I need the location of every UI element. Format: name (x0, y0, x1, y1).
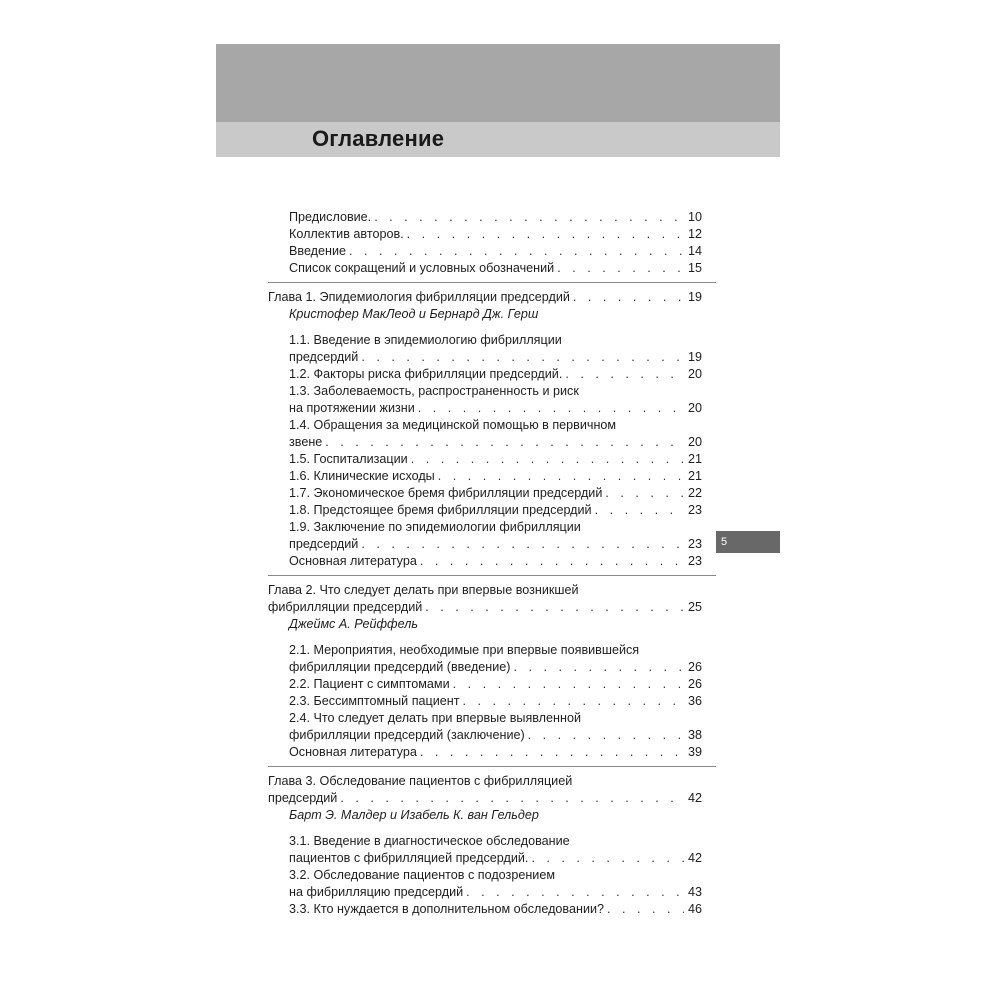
dot-leader (420, 744, 684, 761)
toc-page-number: 19 (687, 290, 702, 304)
chapter-title: фибрилляции предсердий (268, 600, 423, 614)
toc-entry-preface[interactable] (268, 209, 702, 226)
toc-page-number: 21 (687, 452, 702, 466)
toc-entry-1-1[interactable] (268, 332, 702, 366)
dot-leader (605, 485, 684, 502)
dot-leader (407, 226, 684, 243)
toc-entry-text: Предисловие. (289, 210, 372, 224)
toc-entry-text: 2.2. Пациент с симптомами (289, 677, 450, 691)
toc-entry-text: 3.3. Кто нуждается в дополнительном обследовании? (289, 902, 605, 916)
toc-entry-text: 1.1. Введение в эпидемиологию фибрилляции (289, 333, 562, 347)
toc-entry-text: 3.1. Введение в диагностическое обследование (289, 834, 570, 848)
dot-leader (340, 790, 684, 807)
toc-chapter-1[interactable] (268, 289, 702, 306)
toc-entry-3-2[interactable] (268, 867, 702, 901)
toc-entry-authors-team[interactable] (268, 226, 702, 243)
toc-entry-2-references[interactable] (268, 744, 702, 761)
chapter-divider (268, 766, 716, 767)
dot-leader (607, 901, 684, 918)
toc-entry-introduction[interactable] (268, 243, 702, 260)
dot-leader (325, 434, 684, 451)
toc-entry-1-references[interactable] (268, 553, 702, 570)
toc-entry-text: 2.1. Мероприятия, необходимые при впервые появившейся (289, 643, 640, 657)
toc-entry-text: фибрилляции предсердий (заключение) (289, 728, 525, 742)
toc-page-number: 20 (687, 367, 702, 381)
toc-entry-text: 2.4. Что следует делать при впервые выявленной (289, 711, 581, 725)
toc-page-number: 42 (687, 791, 702, 805)
toc-entry-text: 1.2. Факторы риска фибрилляции предсердий. (289, 367, 563, 381)
dot-leader (595, 502, 684, 519)
page-number: 5 (721, 536, 728, 548)
toc-entry-2-2[interactable] (268, 676, 702, 693)
toc-entry-1-8[interactable] (268, 502, 702, 519)
toc-entry-text: 1.9. Заключение по эпидемиологии фибрилляции (289, 520, 581, 534)
dot-leader (349, 243, 684, 260)
toc-page-number: 10 (687, 210, 702, 224)
toc-page-number: 22 (687, 486, 702, 500)
toc-page-number: 23 (687, 503, 702, 517)
dot-leader (425, 599, 684, 616)
chapter-title: Глава 2. Что следует делать при впервые возникшей (268, 583, 579, 597)
toc-entry-text: Основная литература (289, 554, 417, 568)
toc-entry-1-2[interactable] (268, 366, 702, 383)
toc-entry-text: пациентов с фибрилляцией предсердий. (289, 851, 529, 865)
dot-leader (573, 289, 684, 306)
header-title-bar (216, 122, 780, 157)
toc-page-number: 46 (687, 902, 702, 916)
toc-page-number: 25 (687, 600, 702, 614)
toc-entry-text: 1.7. Экономическое бремя фибрилляции предсердий (289, 486, 603, 500)
dot-leader (463, 693, 684, 710)
toc-entry-3-3[interactable] (268, 901, 702, 918)
dot-leader (531, 850, 684, 867)
toc-entry-2-4[interactable] (268, 710, 702, 744)
page-title: Оглавление (312, 126, 445, 151)
dot-leader (466, 884, 684, 901)
dot-leader (361, 349, 684, 366)
toc-entry-text: предсердий (289, 350, 359, 364)
toc-entry-text: 1.8. Предстоящее бремя фибрилляции предсердий (289, 503, 592, 517)
toc-entry-text: 1.5. Госпитализации (289, 452, 408, 466)
toc-entry-text: звене (289, 435, 323, 449)
toc-entry-2-3[interactable] (268, 693, 702, 710)
toc-entry-text: Список сокращений и условных обозначений (289, 261, 555, 275)
toc-entry-text: Основная литература (289, 745, 417, 759)
toc-page-number: 14 (687, 244, 702, 258)
toc-page-number: 36 (687, 694, 702, 708)
toc-entry-2-1[interactable] (268, 642, 702, 676)
toc-entry-text: на фибрилляцию предсердий (289, 885, 464, 899)
toc-page-number: 20 (687, 435, 702, 449)
toc-page-number: 26 (687, 660, 702, 674)
toc-page-number: 21 (687, 469, 702, 483)
table-of-contents (268, 209, 702, 918)
chapter-divider (268, 575, 716, 576)
dot-leader (565, 366, 684, 383)
toc-entry-text: 1.4. Обращения за медицинской помощью в первичном (289, 418, 617, 432)
toc-entry-1-6[interactable] (268, 468, 702, 485)
toc-entry-text: Коллектив авторов. (289, 227, 404, 241)
toc-entry-1-9[interactable] (268, 519, 702, 553)
dot-leader (528, 727, 684, 744)
toc-entry-text: предсердий (289, 537, 359, 551)
toc-page-number: 38 (687, 728, 702, 742)
toc-entry-text: 3.2. Обследование пациентов с подозрением (289, 868, 555, 882)
toc-entry-text: 2.3. Бессимптомный пациент (289, 694, 460, 708)
toc-page-number: 15 (687, 261, 702, 275)
toc-page-number: 39 (687, 745, 702, 759)
chapter-title: Глава 3. Обследование пациентов с фибрилляцией (268, 774, 573, 788)
toc-entry-text: 1.6. Клинические исходы (289, 469, 435, 483)
toc-page-number: 19 (687, 350, 702, 364)
toc-chapter-3[interactable] (268, 773, 702, 807)
toc-entry-abbreviations[interactable] (268, 260, 702, 277)
toc-page-number: 20 (687, 401, 702, 415)
toc-entry-1-5[interactable] (268, 451, 702, 468)
toc-page-number: 23 (687, 554, 702, 568)
dot-leader (418, 400, 684, 417)
toc-entry-3-1[interactable] (268, 833, 702, 867)
toc-entry-text: на протяжении жизни (289, 401, 415, 415)
chapter-authors: Барт Э. Малдер и Изабель К. ван Гельдер (289, 808, 539, 822)
dot-leader (557, 260, 684, 277)
dot-leader (411, 451, 684, 468)
toc-entry-1-4[interactable] (268, 417, 702, 451)
toc-chapter-2[interactable] (268, 582, 702, 616)
dot-leader (438, 468, 684, 485)
chapter-authors: Кристофер МакЛеод и Бернард Дж. Герш (289, 307, 539, 321)
toc-entry-text: Введение (289, 244, 347, 258)
dot-leader (420, 553, 684, 570)
chapter-title: предсердий (268, 791, 338, 805)
chapter-authors: Джеймс А. Рейффель (289, 617, 418, 631)
toc-page-number: 26 (687, 677, 702, 691)
dot-leader (374, 209, 684, 226)
toc-page-number: 12 (687, 227, 702, 241)
dot-leader (513, 659, 684, 676)
toc-page-number: 42 (687, 851, 702, 865)
chapter-divider (268, 282, 716, 283)
dot-leader (453, 676, 684, 693)
toc-entry-text: 1.3. Заболеваемость, распространенность и риск (289, 384, 579, 398)
toc-page-number: 43 (687, 885, 702, 899)
toc-entry-text: фибрилляции предсердий (введение) (289, 660, 511, 674)
dot-leader (361, 536, 684, 553)
chapter-title: Глава 1. Эпидемиология фибрилляции предсердий (268, 290, 570, 304)
toc-page-number: 23 (687, 537, 702, 551)
toc-entry-1-7[interactable] (268, 485, 702, 502)
toc-entry-1-3[interactable] (268, 383, 702, 417)
